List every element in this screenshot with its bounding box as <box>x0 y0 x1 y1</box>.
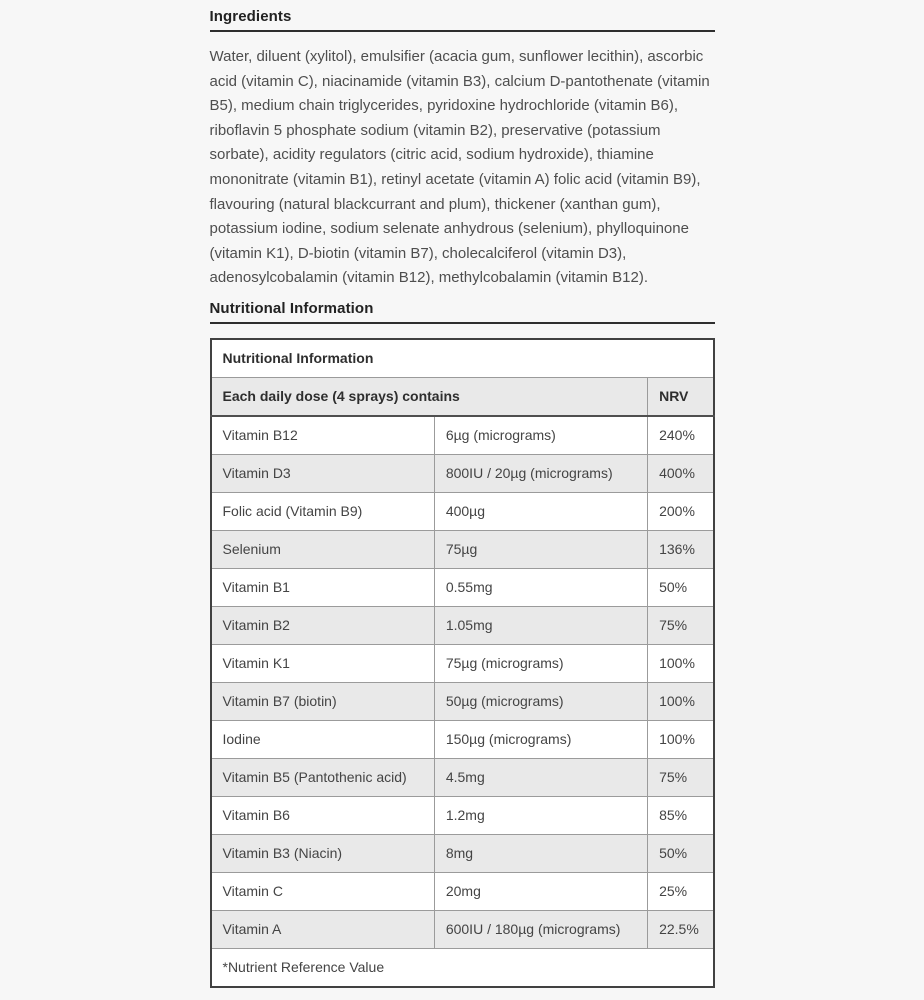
ingredients-section <box>210 8 715 291</box>
nutrient-nrv-cell: 400% <box>648 454 714 492</box>
nutrient-amount-cell: 1.2mg <box>434 796 647 834</box>
table-footnote-row <box>211 948 714 987</box>
nutrient-amount-cell: 150µg (micrograms) <box>434 720 647 758</box>
nutrient-row <box>211 492 714 530</box>
nutrient-row <box>211 796 714 834</box>
nutrient-name-cell: Vitamin A <box>211 910 435 948</box>
nutrient-row <box>211 758 714 796</box>
nutrient-amount-cell: 75µg <box>434 530 647 568</box>
nutrient-amount-cell: 0.55mg <box>434 568 647 606</box>
nutrition-heading: Nutritional Information <box>210 300 715 324</box>
nutrient-amount-cell: 600IU / 180µg (micrograms) <box>434 910 647 948</box>
nutrient-name-cell: Vitamin B3 (Niacin) <box>211 834 435 872</box>
nutrient-row <box>211 416 714 455</box>
dose-column-header: Each daily dose (4 sprays) contains <box>211 377 648 416</box>
nutrition-table-body <box>211 416 714 949</box>
nutrient-nrv-cell: 136% <box>648 530 714 568</box>
product-details-section <box>210 0 715 988</box>
nutrient-row <box>211 454 714 492</box>
nutrient-row <box>211 910 714 948</box>
nutrient-row <box>211 834 714 872</box>
nutrient-nrv-cell: 22.5% <box>648 910 714 948</box>
nutrient-nrv-cell: 100% <box>648 720 714 758</box>
nutrient-amount-cell: 400µg <box>434 492 647 530</box>
nutrient-row <box>211 872 714 910</box>
nutrient-amount-cell: 75µg (micrograms) <box>434 644 647 682</box>
table-footnote: *Nutrient Reference Value <box>211 948 714 987</box>
nutrient-name-cell: Vitamin B1 <box>211 568 435 606</box>
nutrient-row <box>211 644 714 682</box>
nutrient-nrv-cell: 240% <box>648 416 714 455</box>
nutrient-nrv-cell: 100% <box>648 682 714 720</box>
nutrient-nrv-cell: 75% <box>648 758 714 796</box>
nutrient-nrv-cell: 50% <box>648 834 714 872</box>
nutrient-name-cell: Vitamin B5 (Pantothenic acid) <box>211 758 435 796</box>
nrv-column-header: NRV <box>648 377 714 416</box>
nutrient-row <box>211 682 714 720</box>
table-title-row <box>211 339 714 378</box>
nutrient-nrv-cell: 25% <box>648 872 714 910</box>
nutrient-amount-cell: 6µg (micrograms) <box>434 416 647 455</box>
nutrient-row <box>211 530 714 568</box>
nutrition-section <box>210 300 715 988</box>
nutrient-amount-cell: 1.05mg <box>434 606 647 644</box>
nutrient-amount-cell: 4.5mg <box>434 758 647 796</box>
nutrient-nrv-cell: 75% <box>648 606 714 644</box>
ingredients-heading: Ingredients <box>210 8 715 32</box>
nutrient-row <box>211 606 714 644</box>
table-column-header-row <box>211 377 714 416</box>
nutrient-nrv-cell: 85% <box>648 796 714 834</box>
nutrient-name-cell: Selenium <box>211 530 435 568</box>
nutrient-name-cell: Vitamin C <box>211 872 435 910</box>
nutrient-name-cell: Iodine <box>211 720 435 758</box>
nutrient-row <box>211 720 714 758</box>
nutrient-nrv-cell: 100% <box>648 644 714 682</box>
nutrient-amount-cell: 800IU / 20µg (micrograms) <box>434 454 647 492</box>
nutrient-name-cell: Vitamin B12 <box>211 416 435 455</box>
ingredients-text: Water, diluent (xylitol), emulsifier (acacia gum, sunflower lecithin), ascorbic acid (vitamin C), niacinamide (vitamin B3), calcium D-pantothenate (vitamin B5), medium chain triglycerides, pyridoxine hydrochloride (vitamin B6), riboflavin 5 phosphate sodium (vitamin B2), preservative (potassium sorbate), acidity regulators (citric acid, sodium hydroxide), thiamine mononitrate (vitamin B1), retinyl acetate (vitamin A) folic acid (vitamin B9), flavouring (natural blackcurrant and plum), thickener (xanthan gum), potassium iodine, sodium selenate anhydrous (selenium), phylloquinone (vitamin K1), D-biotin (vitamin B7), cholecalciferol (vitamin D3), adenosylcobalamin (vitamin B12), methylcobalamin (vitamin B12). <box>209 48 710 287</box>
nutrient-row <box>211 568 714 606</box>
nutrient-name-cell: Vitamin B6 <box>211 796 435 834</box>
nutrient-amount-cell: 50µg (micrograms) <box>434 682 647 720</box>
nutrient-name-cell: Folic acid (Vitamin B9) <box>211 492 435 530</box>
nutrient-amount-cell: 8mg <box>434 834 647 872</box>
nutrient-name-cell: Vitamin B2 <box>211 606 435 644</box>
nutrient-name-cell: Vitamin B7 (biotin) <box>211 682 435 720</box>
nutrient-name-cell: Vitamin K1 <box>211 644 435 682</box>
nutrient-nrv-cell: 200% <box>648 492 714 530</box>
nutrition-table <box>210 338 715 988</box>
nutrient-nrv-cell: 50% <box>648 568 714 606</box>
table-title: Nutritional Information <box>211 339 714 378</box>
nutrient-amount-cell: 20mg <box>434 872 647 910</box>
nutrient-name-cell: Vitamin D3 <box>211 454 435 492</box>
